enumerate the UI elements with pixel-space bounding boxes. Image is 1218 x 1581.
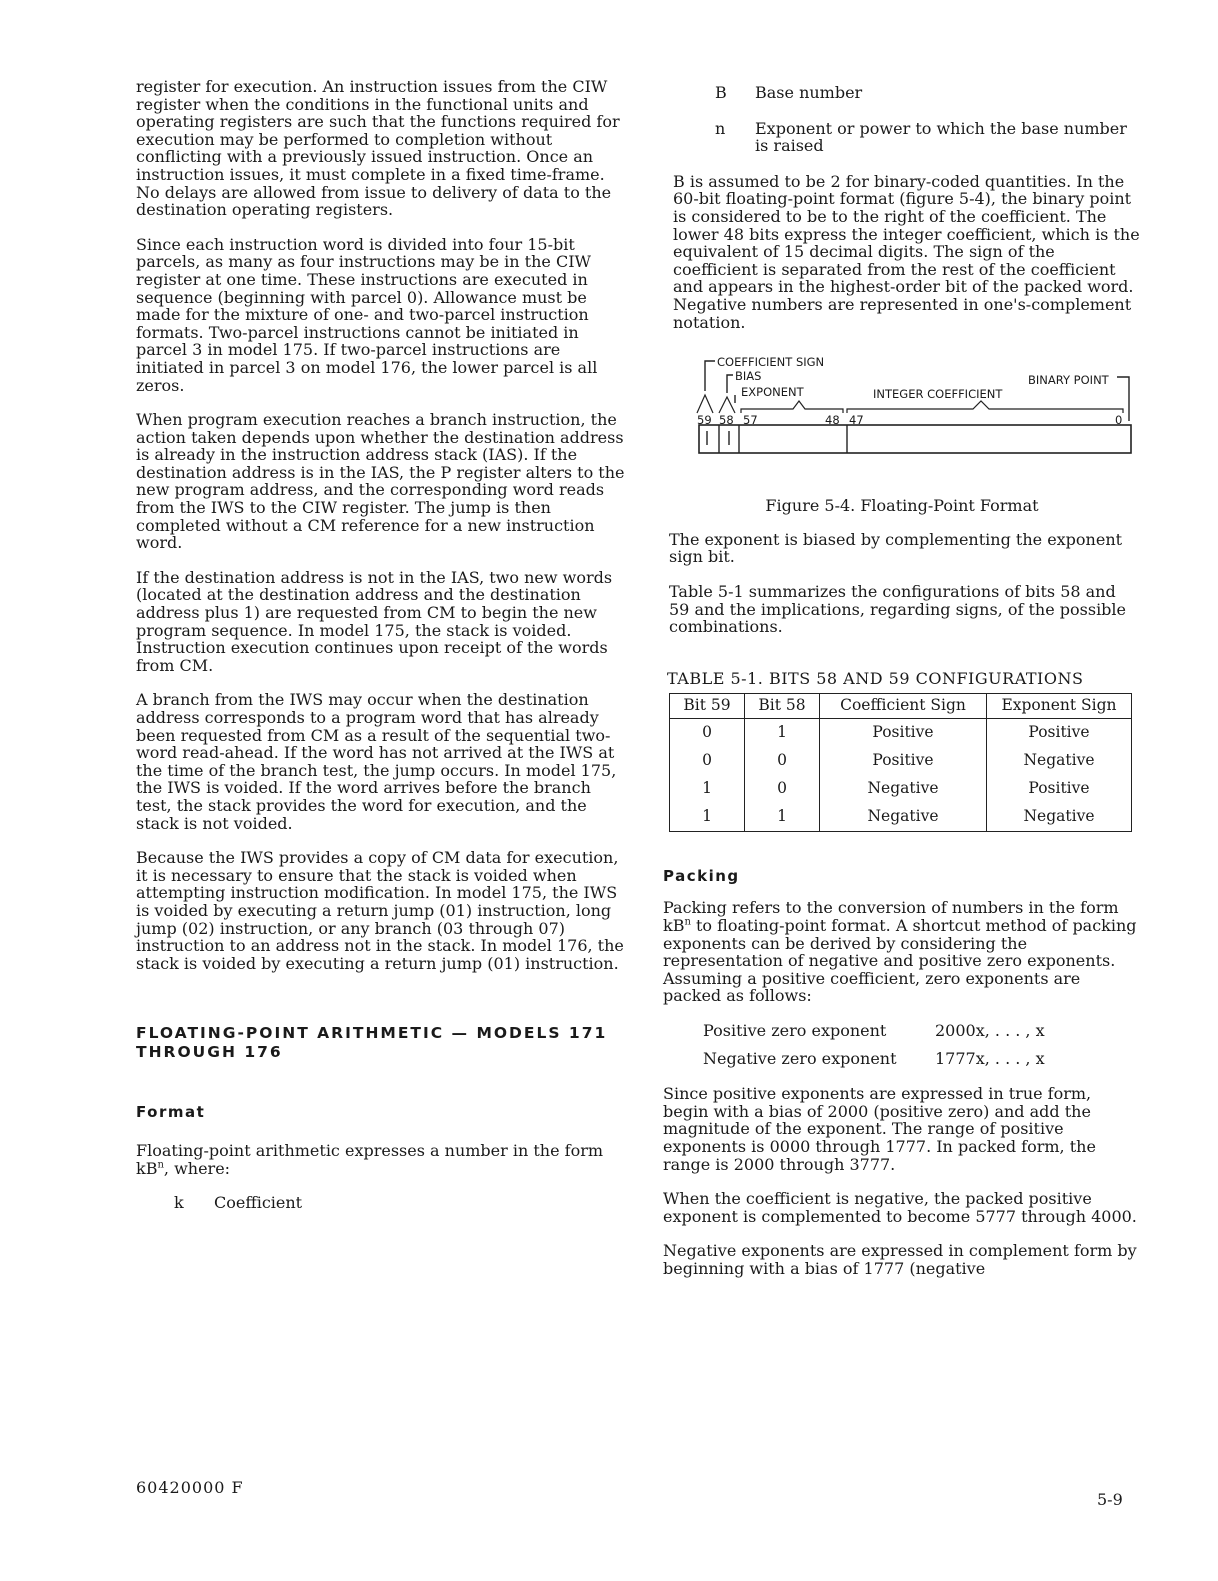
paragraph: Since each instruction word is divided into four 15-bit parcels, as many as four instructions may be in the CIW register at one time. These instructions are executed in sequence (beginning with parcel 0). Allowance must be made for the mixture of one- and two-parcel instruction formats. Two-parcel instructions cannot be initiated in parcel 3 in model 175. If two-parcel instructions are initiated in parcel 3 on model 176, the lower parcel is all zeros.: [136, 234, 598, 395]
table-cell: Negative: [820, 803, 987, 832]
paragraph: Because the IWS provides a copy of CM data for execution, it is necessary to ensure that the stack is voided when attempting instruction modification. In model 175, the IWS is voided by executing a return jump (01) instruction, long jump (02) instruction, or any branch (03 through 07) instruction to an address not in the stack. In model 176, the stack is voided by executing a return jump (01) instruction.: [136, 848, 624, 973]
positive-zero-exponent-line: [703, 1022, 1141, 1040]
table-cell: Negative: [820, 775, 987, 803]
definition-n: [715, 120, 1141, 155]
table-row: [670, 803, 1132, 832]
section-heading-line: FLOATING-POINT ARITHMETIC — MODELS 171: [136, 1024, 608, 1043]
paragraph: Negative exponents are expressed in complement form by beginning with a bias of 1777 (negative: [663, 1241, 1137, 1278]
table-row: [670, 718, 1132, 747]
exponent-label: Negative zero exponent: [703, 1048, 897, 1068]
definition-symbol: k: [174, 1193, 184, 1213]
figure-caption: Figure 5-4. Floating-Point Format: [765, 496, 1039, 516]
paragraph: B is assumed to be 2 for binary-coded quantities. In the 60-bit floating-point format (figure 5-4), the binary point is considered to be to the right of the coefficient. The lower 48 bits express the integer coefficient, which is the equivalent of 15 decimal digits. The sign of the coefficient is separated from the rest of the coefficient and appears in the highest-order bit of the packed word. Negative numbers are represented in one's-complement notation.: [673, 171, 1140, 332]
paragraph: Since positive exponents are expressed in true form, begin with a bias of 2000 (positive zero) and add the magnitude of the exponent. The range of positive exponents is 0000 through 1777. In packed form, the range is 2000 through 3777.: [663, 1084, 1096, 1174]
paragraph: Table 5-1 summarizes the configurations of bits 58 and 59 and the implications, regarding signs, of the possible combinations.: [669, 581, 1127, 637]
table-cell: 0: [745, 747, 820, 775]
table-cell: Positive: [987, 775, 1132, 803]
table-header: Exponent Sign: [987, 694, 1132, 719]
table-cell: Positive: [820, 747, 987, 775]
table-cell: 1: [745, 718, 820, 747]
label-bias: BIAS: [735, 369, 762, 384]
definition-text: Base number: [755, 83, 863, 102]
bit-label-58: 58: [719, 413, 734, 428]
left-column: [136, 78, 626, 1230]
table-header-row: [670, 694, 1132, 719]
paragraph: register for execution. An instruction issues from the CIW register when the conditions in the functional units and operating registers are such that the functions required for execution may be performed to completion without conflicting with a previously issued instruction. Once an instruction issues, it must complete in a fixed time-frame. No delays are allowed from issue to delivery of data to the destination operating registers.: [136, 77, 620, 220]
format-intro: [136, 1142, 626, 1177]
paragraph: The exponent is biased by complementing the exponent sign bit.: [669, 529, 1123, 567]
table-cell: Positive: [820, 718, 987, 747]
exponent-value: 1777x, . . . , x: [935, 1048, 1045, 1068]
label-coefficient-sign: COEFFICIENT SIGN: [717, 355, 825, 370]
superscript: n: [684, 916, 691, 928]
negative-zero-exponent-line: [703, 1050, 1141, 1068]
label-integer-coefficient: INTEGER COEFFICIENT: [873, 387, 1003, 402]
label-exponent: EXPONENT: [741, 385, 804, 400]
format-intro-text: Floating-point arithmetic expresses a number in the form kB: [136, 1140, 604, 1178]
document-number: 60420000 F: [136, 1478, 244, 1497]
paragraph: If the destination address is not in the IAS, two new words (located at the destination address and the destination address plus 1) are requested from CM to begin the new program sequence. In model 175, the stack is voided. Instruction execution continues upon receipt of the words from CM.: [136, 567, 613, 675]
section-heading-line: THROUGH 176: [136, 1043, 283, 1062]
exponent-value: 2000x, . . . , x: [935, 1021, 1045, 1041]
definition-b: [715, 84, 1141, 102]
table-cell: 1: [670, 775, 745, 803]
table-row: [670, 747, 1132, 775]
table-row: [670, 775, 1132, 803]
right-column: [663, 84, 1141, 1295]
bits-configuration-table: [669, 693, 1132, 832]
subheading-format: Format: [136, 1103, 206, 1122]
table-header: Bit 59: [670, 694, 745, 719]
table-cell: 0: [670, 747, 745, 775]
paragraph: When the coefficient is negative, the packed positive exponent is complemented to become 5777 through 4000.: [663, 1189, 1137, 1226]
definition-text: Coefficient: [214, 1193, 303, 1213]
bit-label-57: 57: [743, 413, 758, 428]
bit-label-47: 47: [849, 413, 864, 428]
definition-symbol: B: [715, 83, 727, 102]
table-cell: Negative: [987, 747, 1132, 775]
table-cell: 0: [745, 775, 820, 803]
paragraph: When program execution reaches a branch instruction, the action taken depends upon whether the destination address is already in the instruction address stack (IAS). If the destination address is in the IAS, the P register alters to the new program address, and the corresponding word reads from the IWS to the CIW register. The jump is then completed without a CM reference for a new instruction word.: [136, 410, 625, 553]
bit-label-48: 48: [825, 413, 840, 428]
bit-label-0: 0: [1115, 413, 1123, 428]
table-header: Coefficient Sign: [820, 694, 987, 719]
definition-symbol: n: [715, 118, 726, 138]
table-header: Bit 58: [745, 694, 820, 719]
table-cell: Positive: [987, 718, 1132, 747]
subheading-packing: Packing: [663, 866, 740, 885]
table-cell: 1: [745, 803, 820, 832]
packing-paragraph: [663, 899, 1141, 1005]
table-cell: 1: [670, 803, 745, 832]
floating-point-format-figure: [693, 351, 1133, 491]
table-cell: 0: [670, 718, 745, 747]
paragraph: A branch from the IWS may occur when the destination address corresponds to a program word that has already been requested from CM as a result of the sequential two-word read-ahead. If the word has not arrived at the IWS at the time of the branch test, the jump occurs. In model 175, the IWS is voided. If the word arrives before the branch test, the stack provides the word for execution, and the stack is not voided.: [136, 690, 617, 833]
superscript: n: [157, 1159, 164, 1171]
exponent-label: Positive zero exponent: [703, 1021, 887, 1041]
section-heading: [136, 1024, 626, 1062]
packing-text: Packing refers to the conversion of numbers in the form kB: [663, 898, 1119, 936]
definition-k: [174, 1194, 626, 1212]
table-title: TABLE 5-1. BITS 58 AND 59 CONFIGURATIONS: [667, 668, 1084, 688]
packing-text: to floating-point format. A shortcut method of packing exponents can be derived by considering the representation of negative and positive zero exponents. Assuming a positive coefficient, zero exponents are packed as follows:: [663, 916, 1137, 1006]
format-intro-text: , where:: [163, 1158, 231, 1178]
definition-text: Exponent or power to which the base number is raised: [755, 118, 1127, 156]
table-cell: Negative: [987, 803, 1132, 832]
page-number: 5-9: [1097, 1490, 1123, 1509]
label-binary-point: BINARY POINT: [1028, 373, 1109, 388]
bit-label-59: 59: [697, 413, 712, 428]
